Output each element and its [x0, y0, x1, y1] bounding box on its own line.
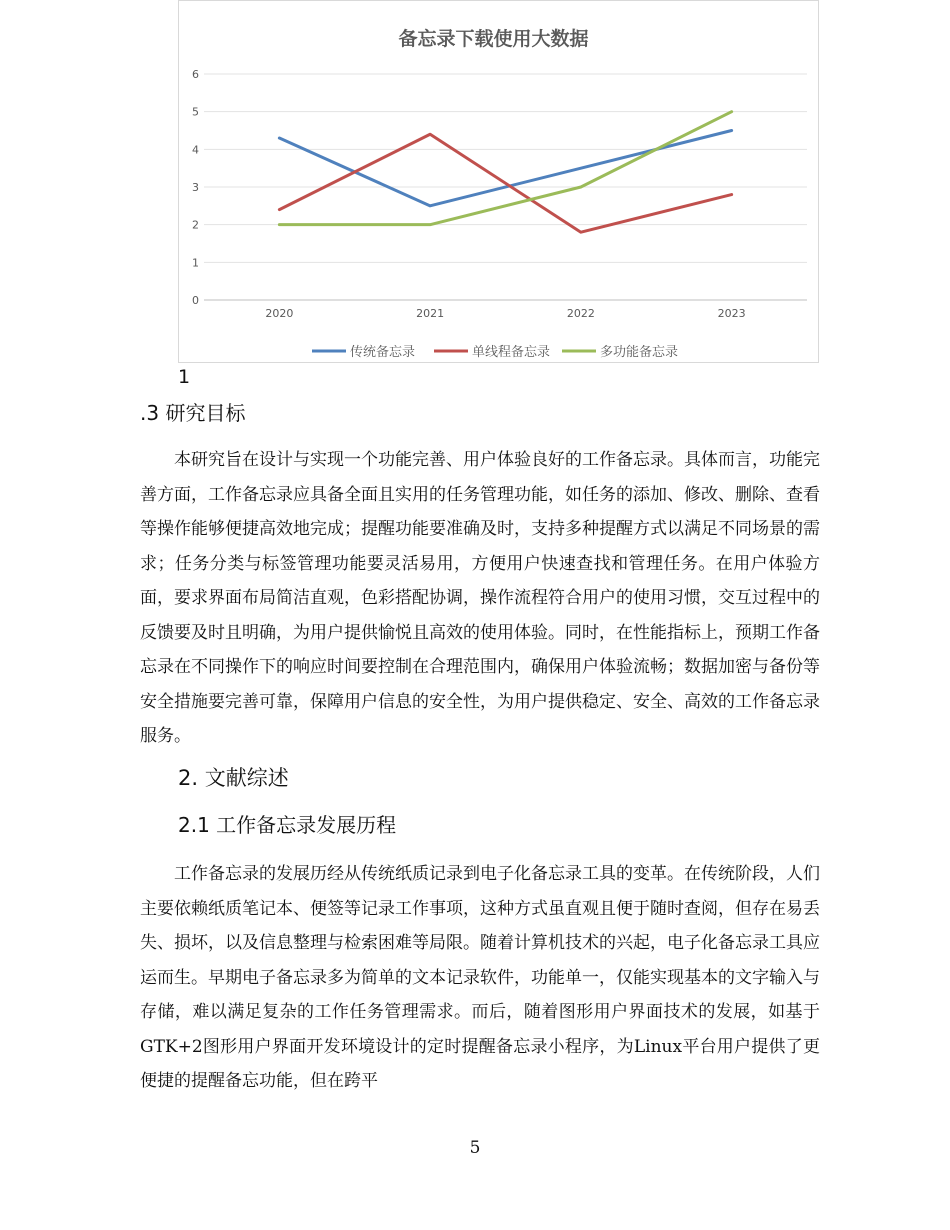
y-tick-label: 4: [192, 143, 199, 157]
y-tick-label: 5: [192, 105, 199, 119]
legend-label: 传统备忘录: [350, 345, 416, 360]
x-tick-label: 2020: [265, 307, 294, 320]
y-tick-label: 6: [192, 68, 199, 81]
section-2-heading: 2. 文献综述: [178, 766, 289, 790]
y-tick-label: 0: [192, 294, 199, 307]
page-number: 5: [469, 1138, 481, 1158]
y-tick-label: 2: [192, 218, 199, 232]
legend-label: 单线程备忘录: [472, 345, 551, 360]
paragraph-research-goals: 本研究旨在设计与实现一个功能完善、用户体验良好的工作备忘录。具体而言，功能完善方面，工作备忘录应具备全面且实用的任务管理功能，如任务的添加、修改、删除、查看等操作能够便捷高效地完成；提醒功能要准确及时，支持多种提醒方式以满足不同场景的需求；任务分类与标签管理功能要灵活易用，方便用户快速查找和管理任务。在用户体验方面，要求界面布局简洁直观，色彩搭配协调，操作流程符合用户的使用习惯，交互过程中的反馈要及时且明确，为用户提供愉悦且高效的使用体验。同时，在性能指标上，预期工作备忘录在不同操作下的响应时间要控制在合理范围内，确保用户体验流畅；数据加密与备份等安全措施要完善可靠，保障用户信息的安全性，为用户提供稳定、安全、高效的工作备忘录服务。: [140, 450, 820, 746]
heading-number-fragment: 1: [178, 366, 191, 388]
chart-canvas: [179, 1, 820, 364]
legend-label: 多功能备忘录: [600, 345, 679, 360]
line-chart: [178, 0, 819, 363]
paragraph-development-history: 工作备忘录的发展历经从传统纸质记录到电子化备忘录工具的变革。在传统阶段，人们主要依赖纸质笔记本、便签等记录工作事项，这种方式虽直观且便于随时查阅，但存在易丢失、损坏，以及信息整理与检索困难等局限。随着计算机技术的兴起，电子化备忘录工具应运而生。早期电子备忘录多为简单的文本记录软件，功能单一，仅能实现基本的文字输入与存储，难以满足复杂的工作任务管理需求。而后，随着图形用户界面技术的发展，如基于GTK+2图形用户界面开发环境设计的定时提醒备忘录小程序，为Linux平台用户提供了更便捷的提醒备忘功能，但在跨平: [140, 864, 820, 1091]
section-2-1-heading: 2.1 工作备忘录发展历程: [178, 813, 397, 837]
section-1-3-heading: .3 研究目标: [140, 401, 246, 425]
x-tick-label: 2022: [566, 307, 595, 320]
y-tick-label: 3: [192, 181, 199, 194]
y-tick-label: 1: [192, 256, 199, 270]
series-line: [279, 131, 731, 206]
x-tick-label: 2021: [416, 307, 445, 320]
x-tick-label: 2023: [717, 307, 746, 320]
chart-title: 备忘录下载使用大数据: [398, 28, 589, 50]
